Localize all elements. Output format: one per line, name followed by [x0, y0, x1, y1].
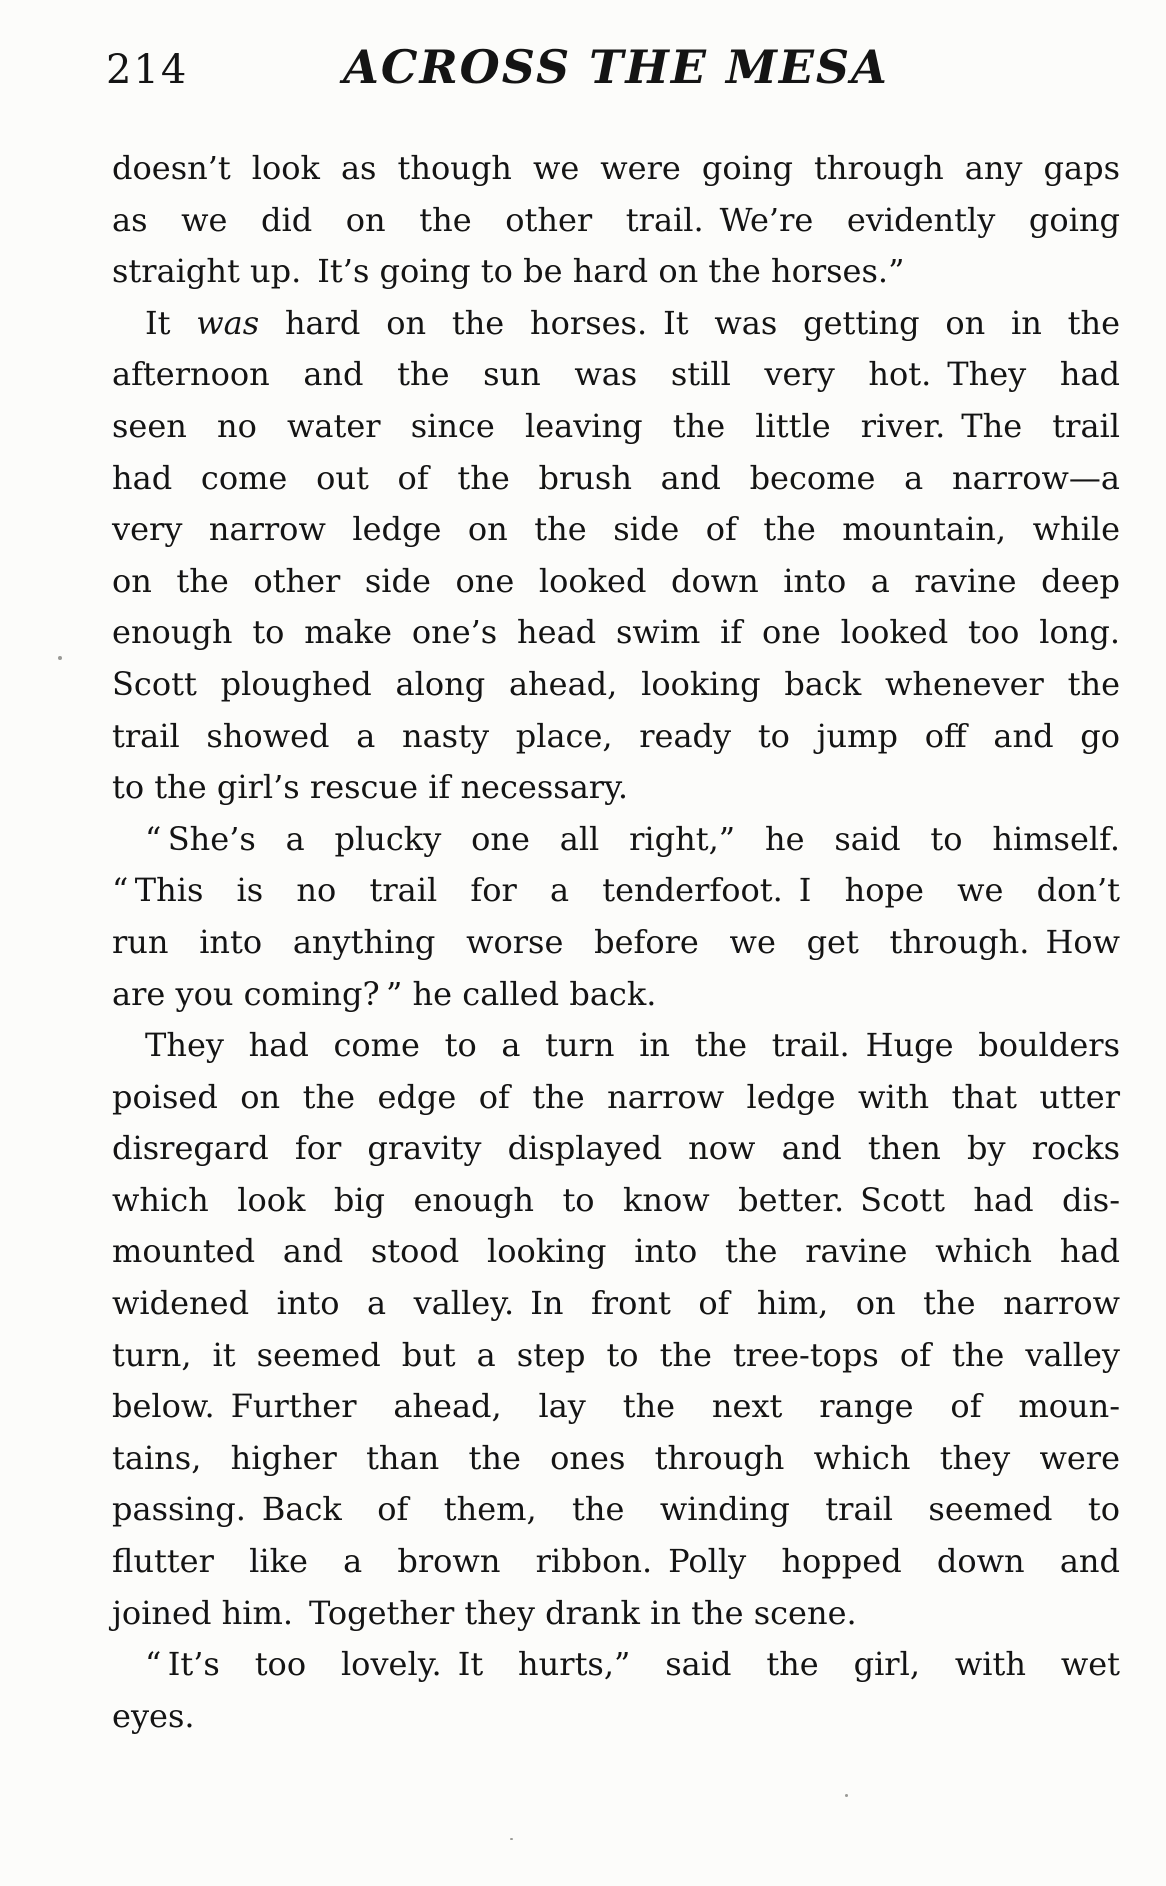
text-line: widened into a valley. In front of him, on the narrow — [112, 1284, 1120, 1323]
text-line: below. Further ahead, lay the next range of moun- — [112, 1387, 1120, 1426]
text-line: enough to make one’s head swim if one looked too long. — [112, 613, 1120, 652]
text-line: flutter like a brown ribbon. Polly hopped down and — [112, 1542, 1120, 1581]
text-line: “ She’s a plucky one all right,” he said to himself. — [145, 819, 1120, 858]
scan-speck — [58, 656, 62, 660]
page-header — [106, 0, 1120, 96]
text-line: poised on the edge of the narrow ledge with that utter — [112, 1077, 1120, 1116]
page-number: 214 — [106, 47, 189, 93]
text-line: tains, higher than the ones through which they were — [112, 1438, 1120, 1477]
running-title: ACROSS THE MESA — [343, 40, 889, 94]
scan-speck — [510, 1838, 513, 1840]
text-line: trail showed a nasty place, ready to jump off and go — [112, 716, 1120, 755]
text-line: had come out of the brush and become a narrow—a — [112, 458, 1120, 497]
text-line: turn, it seemed but a step to the tree-tops of the valley — [112, 1335, 1120, 1374]
text-line: mounted and stood looking into the ravine which had — [112, 1232, 1120, 1271]
text-column — [106, 0, 1121, 1742]
text-line: afternoon and the sun was still very hot. They had — [112, 355, 1120, 394]
text-line: are you coming? ” he called back. — [112, 974, 657, 1013]
text-line: which look big enough to know better. Scott had dis- — [112, 1180, 1120, 1219]
text-line: seen no water since leaving the little river. The trail — [112, 406, 1120, 445]
text-line: run into anything worse before we get through. How — [112, 922, 1120, 961]
text-segment: hard on the horses. It was getting on in the — [259, 303, 1121, 342]
text-line: very narrow ledge on the side of the mountain, while — [112, 510, 1120, 549]
text-line: joined him. Together they drank in the scene. — [112, 1593, 857, 1632]
text-line: “ This is no trail for a tenderfoot. I hope we don’t — [112, 871, 1120, 910]
text-line: to the girl’s rescue if necessary. — [112, 768, 629, 807]
text-line: on the other side one looked down into a ravine deep — [112, 561, 1120, 600]
page-body — [112, 143, 1120, 1742]
text-line — [112, 298, 1120, 350]
text-segment: It — [145, 303, 197, 342]
text-line: passing. Back of them, the winding trail seemed to — [112, 1490, 1120, 1529]
text-line: eyes. — [112, 1696, 195, 1735]
text-line: Scott ploughed along ahead, looking back whenever the — [112, 664, 1120, 703]
scan-speck — [845, 1794, 848, 1797]
text-line: “ It’s too lovely. It hurts,” said the girl, with wet — [145, 1645, 1120, 1684]
text-line: straight up. It’s going to be hard on the horses.” — [112, 252, 905, 291]
text-line: as we did on the other trail. We’re evidently going — [112, 200, 1120, 239]
italic-word: was — [196, 303, 260, 342]
text-line: disregard for gravity displayed now and then by rocks — [112, 1129, 1120, 1168]
text-line: They had come to a turn in the trail. Huge boulders — [145, 1026, 1120, 1065]
text-line: doesn’t look as though we were going through any gaps — [112, 149, 1120, 187]
